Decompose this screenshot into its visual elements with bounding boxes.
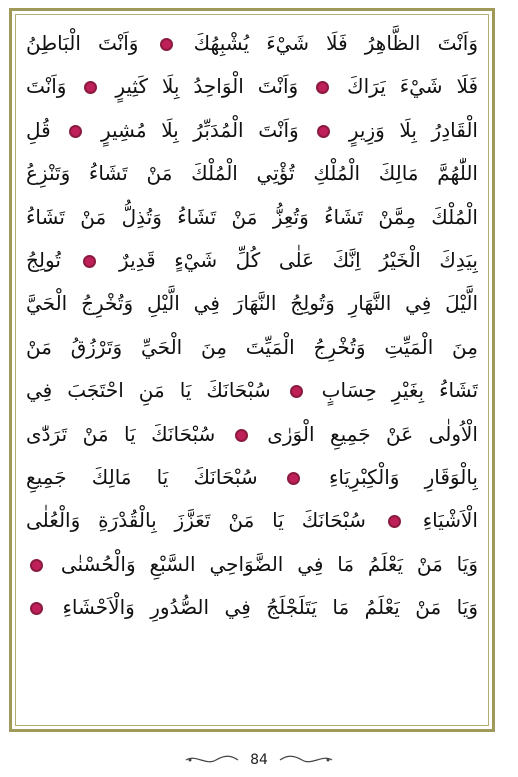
verse-separator-icon <box>287 472 300 485</box>
text-line-5: الْمُلْكَ مِمَّنْ تَشَاءُ وَتُعِزُّ مَنْ تَشَاءُ وَتُذِلُّ مَنْ تَشَاءُ <box>26 204 478 229</box>
page-footer <box>0 748 518 772</box>
verse-separator-icon <box>69 125 82 138</box>
verse-separator-icon <box>30 602 43 615</box>
verse-separator-icon <box>30 559 43 572</box>
text-line-11: بِالْوَقَارِ وَالْكِبْرِيَاءِ سُبْحَانَكَ يَا مَالِكَ جَمِيعِ <box>26 464 478 489</box>
text-line-8: مِنَ الْمَيِّتِ وَتُخْرِجُ الْمَيِّتَ مِنَ الْحَيِّ وَتَرْزُقُ مَنْ <box>26 334 478 359</box>
text-line-13: وَيَا مَنْ يَعْلَمُ مَا فِي الضَّوَاحِي السَّبْعِ وَالْحُسْنٰى <box>26 543 478 586</box>
flourish-left-icon <box>184 753 240 767</box>
verse-separator-icon <box>84 81 97 94</box>
page-number: 84 <box>250 752 268 768</box>
text-line-2: فَلَا شَيْءَ يَرَاكَ وَاَنْتَ الْوَاحِدُ بِلَا كَثِيرٍ وَاَنْتَ <box>26 74 478 99</box>
verse-separator-icon <box>290 385 303 398</box>
verse-separator-icon <box>83 255 96 268</box>
text-line-3: الْقَادِرُ بِلَا وَزِيرٍ وَاَنْتَ الْمُدَبِّرُ بِلَا مُشِيرٍ قُلِ <box>26 117 478 142</box>
text-line-7: الَّيْلَ فِي النَّهَارِ وَتُولِجُ النَّهَارَ فِي الَّيْلِ وَتُخْرِجُ الْحَيَّ <box>26 291 478 316</box>
text-line-12: الْاَشْيَاءِ سُبْحَانَكَ يَا مَنْ تَعَزَّزَ بِالْقُدْرَةِ وَالْعُلٰى <box>26 508 478 533</box>
verse-separator-icon <box>317 125 330 138</box>
verse-separator-icon <box>316 81 329 94</box>
text-line-14: وَيَا مَنْ يَعْلَمُ مَا يَتَلَجْلَجُ فِي الصُّدُورِ وَالْاَحْشَاءِ <box>26 586 478 629</box>
prayer-text-block <box>26 22 478 722</box>
text-line-10: الْاُولٰى عَنْ جَمِيعِ الْوَرٰى سُبْحَانَكَ يَا مَنْ تَرَدّٰى <box>26 421 478 446</box>
text-line-4: اللّٰهُمَّ مَالِكَ الْمُلْكِ تُؤْتِي الْمُلْكَ مَنْ تَشَاءُ وَتَنْزِعُ <box>26 161 478 186</box>
verse-separator-icon <box>160 38 173 51</box>
flourish-right-icon <box>278 753 334 767</box>
text-line-9: تَشَاءُ بِغَيْرِ حِسَابٍ سُبْحَانَكَ يَا مَنِ احْتَجَبَ فِي <box>26 378 478 403</box>
text-line-6: بِيَدِكَ الْخَيْرُ اِنَّكَ عَلٰى كُلِّ شَيْءٍ قَدِيرٌ تُولِجُ <box>26 247 478 272</box>
verse-separator-icon <box>388 515 401 528</box>
verse-separator-icon <box>235 429 248 442</box>
text-line-1: وَاَنْتَ الظَّاهِرُ فَلَا شَيْءَ يُشْبِهُكَ وَاَنْتَ الْبَاطِنُ <box>26 31 478 55</box>
